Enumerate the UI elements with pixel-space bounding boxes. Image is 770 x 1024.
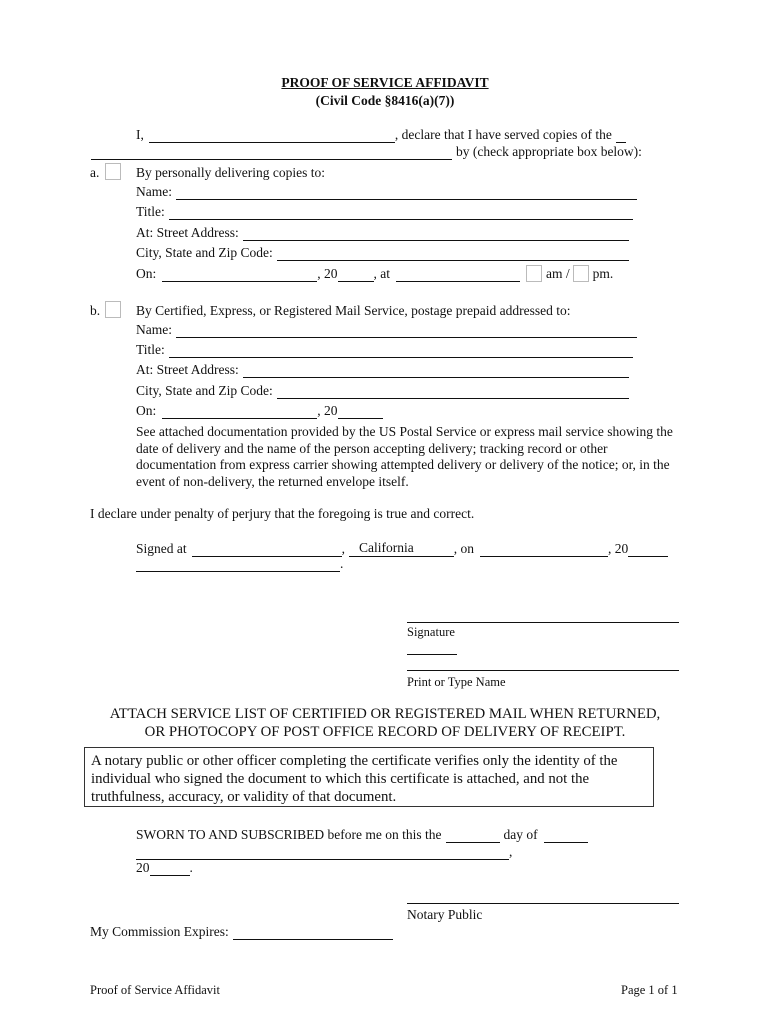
section-a-date-field[interactable] xyxy=(162,267,317,282)
declarant-name-field[interactable] xyxy=(149,128,395,143)
section-b-title-field[interactable] xyxy=(169,343,633,358)
commission-expires-label: My Commission Expires: xyxy=(90,924,229,939)
section-b-city-row xyxy=(136,383,629,399)
section-b-date-field[interactable] xyxy=(162,404,317,419)
city-state-zip-label: City, State and Zip Code: xyxy=(136,383,273,398)
print-name-label: Print or Type Name xyxy=(407,675,506,689)
section-b-checkbox[interactable] xyxy=(105,301,121,318)
section-b-name-field[interactable] xyxy=(176,323,637,338)
document-name-field[interactable] xyxy=(91,145,452,160)
section-a-name-field[interactable] xyxy=(176,185,637,200)
declaration-line-1 xyxy=(136,127,626,143)
commission-row xyxy=(90,924,393,940)
section-b-marker: b. xyxy=(90,303,101,318)
street-address-label: At: Street Address: xyxy=(136,362,239,377)
notary-notice-text: A notary public or other officer completing the certificate verifies only the identity of the individual who signed the document to which this certificate is attached, and not the truthfulness, accuracy, or validity of that document. xyxy=(91,753,618,805)
section-a-checkbox[interactable] xyxy=(105,163,121,180)
section-a-marker: a. xyxy=(90,165,100,180)
year-label: , 20 xyxy=(317,403,338,418)
signed-continuation-field[interactable] xyxy=(136,557,340,572)
section-a-heading: By personally delivering copies to: xyxy=(136,165,325,180)
signed-year-field[interactable] xyxy=(628,542,668,557)
section-a-city-field[interactable] xyxy=(277,246,629,261)
section-b-on-row xyxy=(136,403,383,419)
sworn-year-field[interactable] xyxy=(150,861,190,876)
signed-at-row xyxy=(136,540,668,557)
am-label: am / xyxy=(546,266,570,281)
document-subtitle: (Civil Code §8416(a)(7)) xyxy=(315,93,455,108)
declaration-prefix: I, xyxy=(136,127,144,142)
year-label: , 20 xyxy=(317,266,338,281)
city-state-zip-label: City, State and Zip Code: xyxy=(136,245,273,260)
sworn-day-field[interactable] xyxy=(446,828,500,843)
attach-notice-line-1: ATTACH SERVICE LIST OF CERTIFIED OR REGISTERED MAIL WHEN RETURNED, xyxy=(109,706,661,722)
section-b-title-row xyxy=(136,342,633,358)
day-of-label: day of xyxy=(503,827,538,842)
pm-label: pm. xyxy=(592,266,614,281)
section-b-street-row xyxy=(136,362,629,378)
section-a-street-row xyxy=(136,225,629,241)
at-label: , at xyxy=(373,266,390,281)
signed-continuation-row xyxy=(136,556,343,572)
sworn-year-row xyxy=(136,860,193,876)
name-label: Name: xyxy=(136,322,172,337)
notary-notice-box xyxy=(84,747,654,807)
section-a-city-row xyxy=(136,245,629,261)
section-b-street-field[interactable] xyxy=(243,363,629,378)
year-label: , 20 xyxy=(607,541,629,556)
declaration-check-instruction: by (check appropriate box below): xyxy=(456,144,642,159)
document-title: PROOF OF SERVICE AFFIDAVIT xyxy=(281,75,489,90)
signed-state-field[interactable]: California xyxy=(349,540,454,557)
declaration-suffix: , declare that I have served copies of the xyxy=(394,127,612,142)
signed-date-field[interactable] xyxy=(480,542,608,557)
attach-notice-line-2: OR PHOTOCOPY OF POST OFFICE RECORD OF DELIVERY OF RECEIPT. xyxy=(144,724,626,740)
signature-short-line xyxy=(407,654,457,655)
section-a-time-field[interactable] xyxy=(396,267,520,282)
sworn-continuation-field[interactable] xyxy=(136,845,509,860)
section-b-year-field[interactable] xyxy=(338,404,383,419)
notary-signature-line[interactable] xyxy=(407,903,679,904)
footer-document-name: Proof of Service Affidavit xyxy=(90,983,220,997)
name-label: Name: xyxy=(136,184,172,199)
section-a-on-row xyxy=(136,265,613,282)
on-label: , on xyxy=(453,541,474,556)
sworn-month-field[interactable] xyxy=(544,828,588,843)
footer-page-number: Page 1 of 1 xyxy=(621,983,678,997)
notary-public-label: Notary Public xyxy=(407,907,483,922)
signed-at-city-field[interactable] xyxy=(192,542,342,557)
sworn-row xyxy=(136,827,588,843)
on-label: On: xyxy=(136,266,157,281)
section-a-title-field[interactable] xyxy=(169,205,633,220)
section-b-city-field[interactable] xyxy=(277,384,629,399)
signature-line[interactable] xyxy=(407,622,679,623)
print-name-line[interactable] xyxy=(407,670,679,671)
sworn-continuation-row xyxy=(136,844,512,860)
sworn-prefix: SWORN TO AND SUBSCRIBED before me on this the xyxy=(136,827,442,842)
year-label: 20 xyxy=(136,860,150,875)
signed-at-label: Signed at xyxy=(136,541,187,556)
section-a-name-row xyxy=(136,184,637,200)
section-a-title-row xyxy=(136,204,633,220)
signature-label: Signature xyxy=(407,625,455,639)
period: . xyxy=(340,556,344,571)
section-a-street-field[interactable] xyxy=(243,226,629,241)
document-name-field-start[interactable] xyxy=(616,128,626,143)
declaration-line-2 xyxy=(91,144,642,160)
comma: , xyxy=(341,541,345,556)
commission-expires-field[interactable] xyxy=(233,925,393,940)
title-label: Title: xyxy=(136,342,165,357)
section-b-documentation-note: See attached documentation provided by the US Postal Service or express mail service showing the date of delivery and the name of the person accepting delivery; tracking record or other documentation from express carrier showing attempted delivery or delivery of the notice; or, in the event of non-delivery, the returned envelope itself. xyxy=(136,424,673,489)
on-label: On: xyxy=(136,403,157,418)
perjury-statement: I declare under penalty of perjury that the foregoing is true and correct. xyxy=(90,506,475,521)
am-checkbox[interactable] xyxy=(526,265,542,282)
title-label: Title: xyxy=(136,204,165,219)
section-a-year-field[interactable] xyxy=(338,267,374,282)
pm-checkbox[interactable] xyxy=(573,265,589,282)
section-b-heading: By Certified, Express, or Registered Mail Service, postage prepaid addressed to: xyxy=(136,303,571,318)
section-b-name-row xyxy=(136,322,637,338)
street-address-label: At: Street Address: xyxy=(136,225,239,240)
comma: , xyxy=(509,844,513,859)
period: . xyxy=(189,860,193,875)
